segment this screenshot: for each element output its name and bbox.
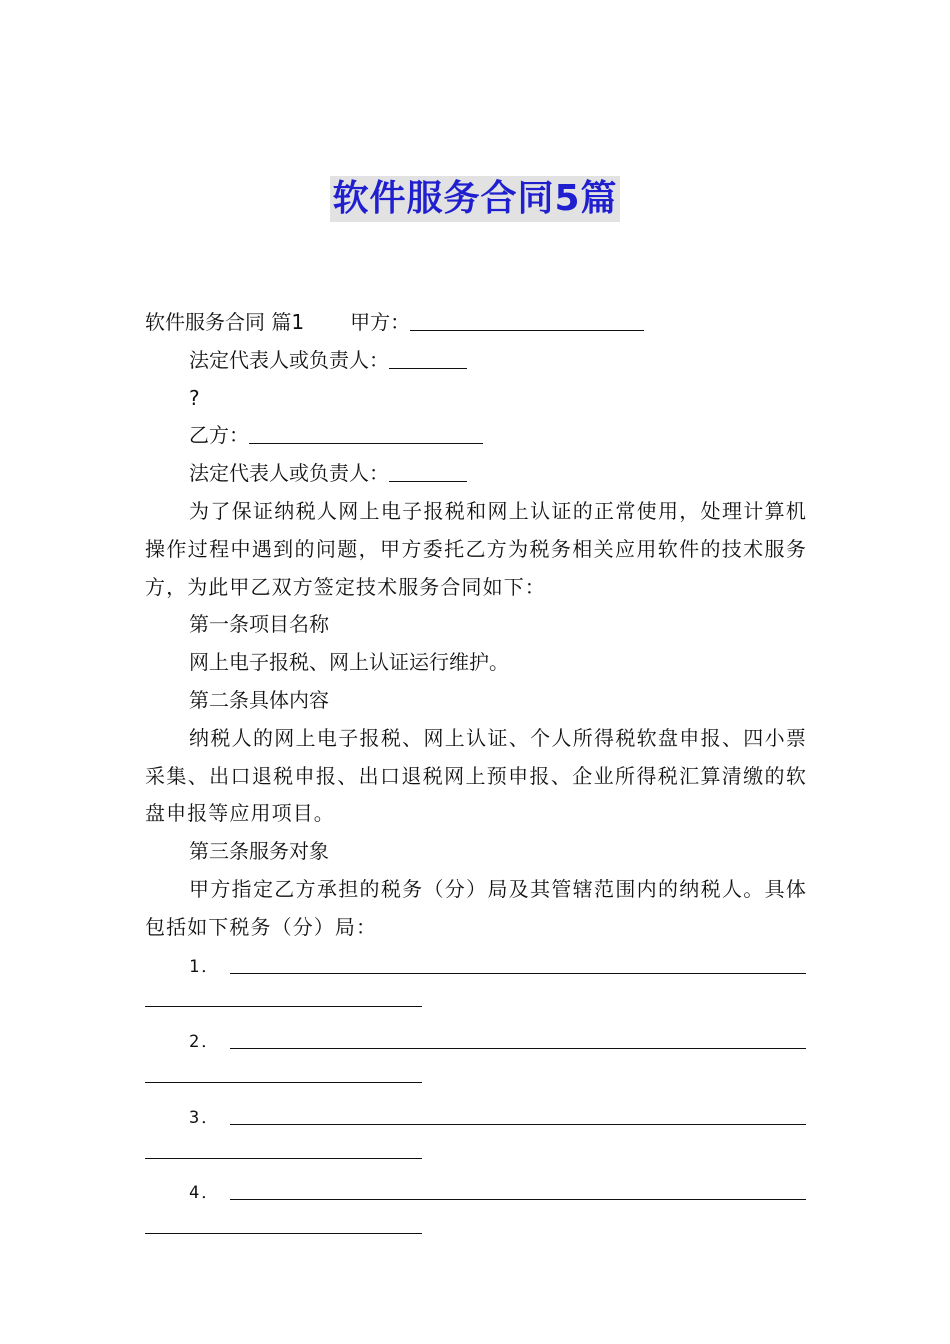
list-item-continuation-blank — [145, 1211, 422, 1234]
rep-b-blank — [389, 459, 467, 482]
article1-text: 网上电子报税、网上认证运行维护。 — [189, 650, 509, 675]
article2-paragraph: 纳税人的网上电子报税、网上认证、个人所得税软盘申报、四小票采集、出口退税申报、出口退税网上预申报、企业所得税汇算清缴的软盘申报等应用项目。 — [145, 725, 807, 826]
list-item-continuation — [145, 984, 807, 1022]
list-item-number: 3． — [189, 1107, 221, 1128]
list-item — [145, 1022, 807, 1060]
contract-heading-label: 软件服务合同 篇1 — [145, 310, 305, 334]
article3-title: 第三条服务对象 — [189, 839, 329, 864]
list-item-continuation-blank — [145, 984, 422, 1007]
party-b-blank — [249, 421, 483, 444]
list-item-blank — [230, 1177, 806, 1200]
document-title — [0, 176, 950, 222]
list-item — [145, 1173, 807, 1211]
document-title-text: 软件服务合同5篇 — [330, 176, 619, 222]
question-mark-line — [145, 380, 807, 418]
rep-a-label: 法定代表人或负责人： — [189, 347, 389, 372]
rep-a-blank — [389, 346, 467, 369]
list-item-continuation — [145, 1136, 807, 1174]
intro-paragraph: 为了保证纳税人网上电子报税和网上认证的正常使用，处理计算机操作过程中遇到的问题，甲方委托乙方为税务相关应用软件的技术服务方，为此甲乙双方签定技术服务合同如下： — [145, 498, 807, 599]
tax-bureau-list — [145, 947, 807, 1249]
list-item — [145, 947, 807, 985]
document-body — [145, 304, 807, 1249]
article3-paragraph: 甲方指定乙方承担的税务（分）局及其管辖范围内的纳税人。具体包括如下税务（分）局： — [145, 876, 807, 939]
list-item-number: 2． — [189, 1032, 221, 1053]
list-item-number: 1． — [189, 956, 221, 977]
list-item-blank — [230, 1026, 806, 1049]
list-item-continuation-blank — [145, 1060, 422, 1083]
list-item-blank — [230, 951, 806, 974]
rep-b-line — [145, 455, 807, 493]
contract-heading-line — [145, 304, 807, 342]
party-b-line — [145, 417, 807, 455]
list-item-continuation — [145, 1060, 807, 1098]
list-item-blank — [230, 1102, 806, 1125]
list-item-continuation-blank — [145, 1136, 422, 1159]
rep-b-label: 法定代表人或负责人： — [189, 461, 389, 486]
list-item-number: 4． — [189, 1183, 221, 1204]
party-a-label: 甲方： — [350, 310, 411, 334]
list-item — [145, 1098, 807, 1136]
party-b-label: 乙方： — [189, 423, 249, 448]
article2-title: 第二条具体内容 — [189, 687, 329, 712]
list-item-continuation — [145, 1211, 807, 1249]
rep-a-line — [145, 342, 807, 380]
article1-title: 第一条项目名称 — [189, 612, 329, 637]
party-a-blank — [410, 308, 644, 331]
question-mark: ? — [189, 385, 200, 410]
